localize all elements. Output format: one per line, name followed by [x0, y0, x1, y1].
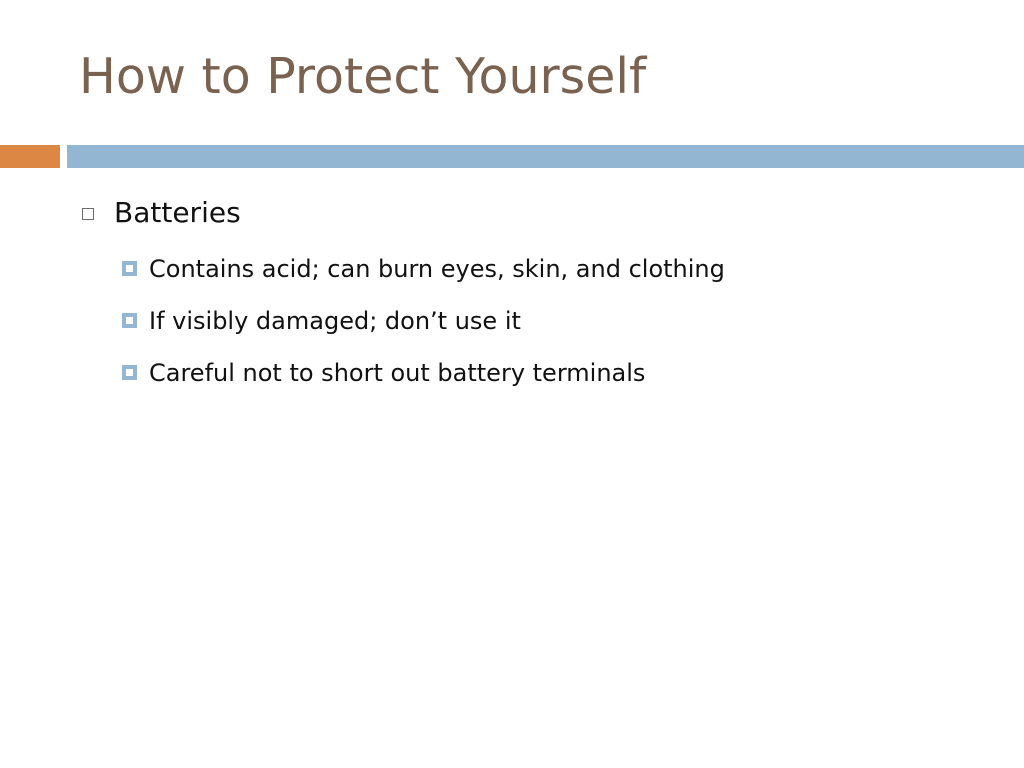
slide-title: How to Protect Yourself [79, 48, 647, 105]
title-accent-bar [0, 145, 60, 168]
hollow-square-bullet-icon [82, 208, 94, 220]
bullet-batteries [82, 196, 241, 229]
bullet-text: Batteries [114, 196, 241, 229]
sub-bullet-text: Careful not to short out battery terminals [149, 358, 646, 387]
filled-square-bullet-icon [122, 313, 137, 328]
sub-bullet-text: If visibly damaged; don’t use it [149, 306, 521, 335]
sub-bullet-item [122, 355, 725, 390]
title-divider-bar [67, 145, 1024, 168]
filled-square-bullet-icon [122, 365, 137, 380]
sub-bullet-text: Contains acid; can burn eyes, skin, and clothing [149, 254, 725, 283]
sub-bullet-item [122, 303, 725, 338]
filled-square-bullet-icon [122, 261, 137, 276]
sub-bullet-list [122, 251, 725, 407]
sub-bullet-item [122, 251, 725, 286]
